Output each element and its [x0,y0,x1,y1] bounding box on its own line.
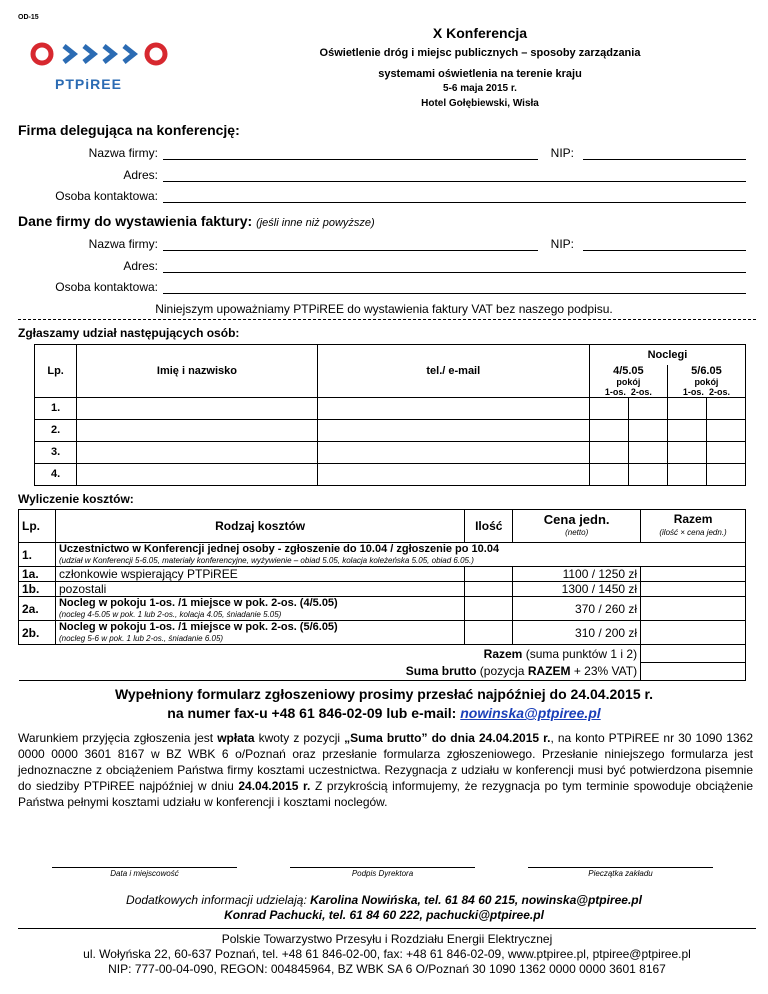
signature-stamp[interactable]: Pieczątka zakładu [528,867,713,878]
cost-col-price-note: (netto) [565,528,589,537]
invoice-name-label: Nazwa firmy: [88,237,158,251]
document-code: OD-15 [18,14,39,21]
conference-hotel: Hotel Gołębiewski, Wisła [421,98,539,109]
table-row: 1a. członkowie wspierający PTPiREE 1100 / 1250 zł [19,567,746,582]
divider [18,319,756,320]
col-nights: Noclegi [589,345,745,365]
company-name-label: Nazwa firmy: [88,146,158,160]
room-label-2: pokój [694,376,719,387]
signature-director[interactable]: Podpis Dyrektora [290,867,475,878]
nip-field[interactable] [583,159,746,160]
invoice-section-note: (jeśli inne niż powyższe) [256,217,375,229]
night-5-6: 5/6.05 [667,365,745,377]
conditions-paragraph: Warunkiem przyjęcia zgłoszenia jest wpłata kwoty z pozycji „Suma brutto” do dnia 24.04.2015 r., na konto PTPiREE nr 30 1090 1362 0000 0000 3601 8167 w BZ WBK 6 o/Poznań oraz przesłanie formularza zgłoszeniowego. Przesłanie niniejszego formularza jest jednoznaczne z obciążeniem Państwa firmy kosztami uczestnictwa. Rezygnacja z udziału w konferencji musi być potwierdzona pisemnie do siedziby PTPiREE najpóźniej w dniu 24.04.2015 r. Z przykrością informujemy, że rezygnacja po tym terminie spowoduje obciążenie Państwa pełnymi kosztami udziału w konferencji i kosztami noclegów. [18,731,753,809]
footer [18,928,756,977]
sum-field[interactable] [641,645,746,663]
participants-title: Zgłaszamy udział następujących osób: [18,326,240,340]
costs-table: Lp. Rodzaj kosztów Ilość Cena jedn. (netto) Razem (ilość × cena jedn.) 1. Uczestnictwo w Konferencji jednej osoby - zgłoszenie do 10.04 / zgłoszenie po 10.04 (udział w Konferencji 5-6.05, materiały konferencyjne, wyżywienie – obiad 5.05, kolacja koleżeńska 5.05, obiad 6.05.) 1a. członkowie wspierający PTPiREE 1100 / 1250 zł 1b. pozostali 1300 / 1450 zł 2a. Nocleg w pokoju 1-os. /1 miejsce w pok. 2-os. (4/5.05) (nocleg 4-5.05 w pok. 1 lub 2-os., kolacja 4.05, śniadanie 5.05) 370 / 260 zł 2b. Nocleg w pokoju 1-os. /1 miejsce w pok. 2-os. (5/6.05) (nocleg 5-6 w pok. 1 lub 2-os., śniadanie 6.05) 310 / 200 zł Razem (suma punktów 1 i 2) Suma brutto (pozycja RAZEM + 23% VAT) [18,509,746,681]
company-name-field[interactable] [163,159,538,160]
conference-subtitle-1: Oświetlenie dróg i miejsc publicznych – sposoby zarządzania [319,47,641,59]
cost-col-total: Razem [673,512,713,526]
table-row: 1b. pozostali 1300 / 1450 zł [19,582,746,597]
logo-text: PTPiREE [55,76,122,92]
logo-chevrons-icon [30,42,180,74]
conference-title: X Konferencja [432,25,528,41]
signature-date-place[interactable]: Data i miejscowość [52,867,237,878]
double-2: 2-os. [708,386,730,397]
single-2: 1-os. [682,386,704,397]
section-delegating-company: Firma delegująca na konferencję: [18,122,240,138]
invoice-nip-label: NIP: [550,237,574,251]
cost-col-total-note: (ilość × cena jedn.) [659,528,727,537]
footer-line-2: ul. Wołyńska 22, 60-637 Poznań, tel. +48 61 846-02-00, fax: +48 61 846-02-09, www.ptpiree.pl, ptpiree@ptpiree.pl [83,947,691,961]
col-contact: tel./ e-mail [317,345,589,398]
table-row: 2a. Nocleg w pokoju 1-os. /1 miejsce w pok. 2-os. (4/5.05) (nocleg 4-5.05 w pok. 1 lub 2-os., kolacja 4.05, śniadanie 5.05) 370 / 260 zł [19,597,746,621]
conference-date: 5-6 maja 2015 r. [443,83,517,94]
single-1: 1-os. [604,386,626,397]
night-4-5: 4/5.05 [589,365,667,377]
table-row: 2. [35,419,746,441]
section-invoice-company [18,213,375,229]
invoice-address-label: Adres: [123,259,158,273]
table-row: 2b. Nocleg w pokoju 1-os. /1 miejsce w pok. 2-os. (5/6.05) (nocleg 5-6 w pok. 1 lub 2-os., śniadanie 6.05) 310 / 200 zł [19,621,746,645]
invoice-address-field[interactable] [163,272,746,273]
invoice-nip-field[interactable] [583,250,746,251]
table-row: 1. [35,397,746,419]
cost-col-qty: Ilość [465,510,513,543]
info-line-1: Dodatkowych informacji udzielają: Karolina Nowińska, tel. 61 84 60 215, nowinska@ptpiree.pl [126,893,642,907]
col-lp: Lp. [35,345,77,398]
cost-row1-note: (udział w Konferencji 5-6.05, materiały konferencyjne, wyżywienie – obiad 5.05, kolacja koleżeńska 5.05, obiad 6.05.) [58,555,474,565]
submit-line-2: na numer fax-u +48 61 846-02-09 lub e-mail: nowinska@ptpiree.pl [167,705,601,721]
room-label-1: pokój [616,376,641,387]
invoice-contact-field[interactable] [163,293,746,294]
invoice-authorization: Niniejszym upoważniamy PTPiREE do wystawienia faktury VAT bez naszego podpisu. [155,302,613,316]
info-line-2: Konrad Pachucki, tel. 61 84 60 222, pachucki@ptpiree.pl [224,908,544,922]
double-1: 2-os. [630,386,652,397]
costs-title: Wyliczenie kosztów: [18,492,134,506]
cost-col-price: Cena jedn. [543,512,610,527]
table-row: 3. [35,441,746,463]
invoice-section-title: Dane firmy do wystawienia faktury: [18,213,253,229]
submit-line-1: Wypełniony formularz zgłoszeniowy prosimy przesłać najpóźniej do 24.04.2015 r. [114,686,654,702]
cost-col-type: Rodzaj kosztów [55,510,464,543]
participants-table [34,344,746,486]
footer-line-1: Polskie Towarzystwo Przesyłu i Rozdziału Energii Elektrycznej [221,932,553,946]
cost-col-lp: Lp. [19,510,56,543]
submit-email-link[interactable]: nowinska@ptpiree.pl [460,705,601,721]
contact-person-label: Osoba kontaktowa: [55,189,158,203]
gross-sum-field[interactable] [641,663,746,681]
conference-subtitle-2: systemami oświetlenia na terenie kraju [378,68,582,80]
invoice-contact-label: Osoba kontaktowa: [55,280,158,294]
table-row: 4. [35,463,746,485]
cost-row1-text: Uczestnictwo w Konferencji jednej osoby - zgłoszenie do 10.04 / zgłoszenie po 10.04 [58,542,500,555]
col-name: Imię i nazwisko [77,345,318,398]
invoice-name-field[interactable] [163,250,538,251]
ptpiree-logo [30,42,180,92]
nip-label: NIP: [550,146,574,160]
address-field[interactable] [163,181,746,182]
address-label: Adres: [123,168,158,182]
footer-line-3: NIP: 777-00-04-090, REGON: 004845964, BZ WBK SA 6 O/Poznań 30 1090 1362 0000 0000 3601 8167 [108,962,666,976]
contact-person-field[interactable] [163,202,746,203]
